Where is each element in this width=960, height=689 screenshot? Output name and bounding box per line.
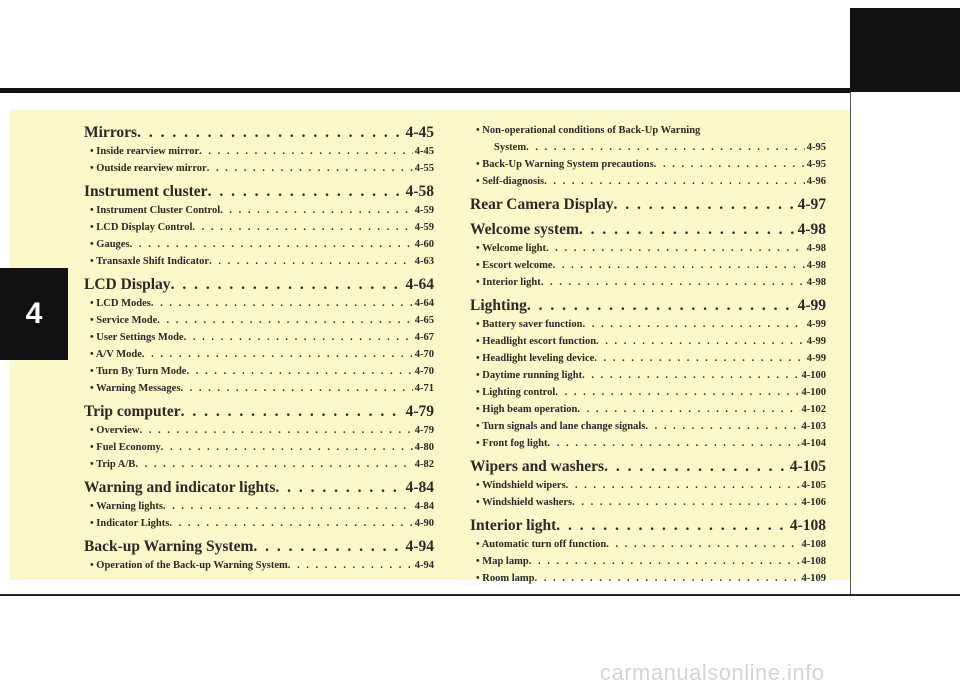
toc-page-number: 4-102 (801, 404, 826, 415)
dot-leader (556, 515, 788, 536)
toc-subsection-entry[interactable] (84, 422, 434, 439)
toc-page-number: 4-108 (789, 517, 826, 534)
toc-entry-label: • Back-Up Warning System precautions (476, 159, 654, 170)
toc-entry-label: • Room lamp (476, 573, 535, 584)
toc-page-number: 4-70 (414, 366, 434, 377)
toc-page-number: 4-94 (405, 538, 434, 555)
toc-page-number: 4-64 (414, 298, 434, 309)
toc-entry-label[interactable]: • Non-operational conditions of Back-Up Warning (476, 125, 701, 136)
toc-section-entry[interactable] (84, 401, 434, 422)
toc-page-number: 4-97 (797, 196, 826, 213)
toc-page-number: 4-100 (801, 387, 826, 398)
toc-subsection-entry[interactable] (84, 363, 434, 380)
toc-subsection-entry[interactable] (84, 236, 434, 253)
toc-entry-label: • Automatic turn off function (476, 539, 607, 550)
toc-page-number: 4-65 (414, 315, 434, 326)
toc-subsection-entry[interactable] (470, 401, 826, 418)
chapter-number: 4 (25, 297, 43, 330)
dot-leader (171, 274, 404, 295)
toc-subsection-entry[interactable] (470, 553, 826, 570)
toc-page-number: 4-79 (414, 425, 434, 436)
toc-page-number: 4-100 (801, 370, 826, 381)
toc-section-entry[interactable] (84, 122, 434, 143)
toc-subsection-entry[interactable] (84, 219, 434, 236)
dot-leader (579, 219, 796, 240)
dot-leader (553, 257, 805, 274)
toc-page-number: 4-63 (414, 256, 434, 267)
toc-page-number: 4-95 (806, 159, 826, 170)
toc-subsection-entry[interactable] (470, 257, 826, 274)
dot-leader (596, 333, 805, 350)
toc-page-number: 4-98 (806, 277, 826, 288)
footer-rule (0, 594, 960, 596)
toc-subsection-entry[interactable] (470, 494, 826, 511)
dot-leader (572, 494, 799, 511)
toc-page-number: 4-99 (797, 297, 826, 314)
toc-entry-label: Wipers and washers (470, 458, 605, 475)
toc-page-number: 4-90 (414, 518, 434, 529)
toc-page-number: 4-105 (789, 458, 826, 475)
toc-subsection-entry[interactable] (84, 439, 434, 456)
dot-leader (169, 515, 412, 532)
toc-subsection-entry[interactable] (470, 240, 826, 257)
toc-entry-label: • Map lamp (476, 556, 529, 567)
margin-divider (850, 92, 851, 594)
toc-subsection-entry[interactable] (84, 346, 434, 363)
toc-page-number: 4-103 (801, 421, 826, 432)
toc-subsection-entry[interactable] (470, 139, 826, 156)
toc-entry-label: • Warning lights (90, 501, 163, 512)
dot-leader (163, 498, 413, 515)
toc-page-number: 4-60 (414, 239, 434, 250)
toc-entry-label: Interior light (470, 517, 557, 534)
toc-entry-label: • High beam operation (476, 404, 578, 415)
dot-leader (594, 350, 804, 367)
toc-subsection-entry[interactable] (84, 312, 434, 329)
toc-entry-label: • Headlight leveling device (476, 353, 595, 364)
toc-entry-label: • Instrument Cluster Control (90, 205, 221, 216)
toc-subsection-entry[interactable] (470, 333, 826, 350)
toc-page-number: 4-95 (806, 142, 826, 153)
dot-leader (180, 380, 412, 397)
toc-page-number: 4-98 (806, 243, 826, 254)
toc-page-number: 4-59 (414, 222, 434, 233)
toc-section-entry[interactable] (470, 515, 826, 536)
toc-entry-label: • Gauges (90, 239, 130, 250)
toc-entry-label: • Transaxle Shift Indicator (90, 256, 210, 267)
dot-leader (253, 536, 403, 557)
toc-entry-label: • LCD Display Control (90, 222, 193, 233)
dot-leader (654, 156, 805, 173)
dot-leader (181, 401, 404, 422)
dot-leader (614, 194, 796, 215)
toc-subsection-entry[interactable] (84, 202, 434, 219)
toc-entry-label: System (494, 142, 527, 153)
corner-black-block (850, 8, 960, 92)
toc-page-number: 4-55 (414, 163, 434, 174)
toc-page-number: 4-106 (801, 497, 826, 508)
toc-subsection-entry[interactable] (84, 515, 434, 532)
toc-entry-label: Lighting (470, 297, 527, 314)
dot-leader (130, 236, 413, 253)
toc-section-entry[interactable] (470, 295, 826, 316)
toc-entry-label: LCD Display (84, 276, 171, 293)
toc-entry-label: Welcome system (470, 221, 579, 238)
toc-page-number: 4-67 (414, 332, 434, 343)
toc-entry-label: • Fuel Economy (90, 442, 161, 453)
toc-subsection-entry[interactable] (84, 295, 434, 312)
toc-entry-label: • Inside rearview mirror (90, 146, 200, 157)
toc-page-number: 4-71 (414, 383, 434, 394)
dot-leader (207, 160, 413, 177)
toc-section-entry[interactable] (84, 274, 434, 295)
dot-leader (137, 122, 404, 143)
toc-subsection-entry[interactable] (470, 570, 826, 587)
toc-subsection-entry[interactable] (84, 329, 434, 346)
toc-entry-label: • Outside rearview mirror (90, 163, 207, 174)
toc-page-number: 4-59 (414, 205, 434, 216)
toc-entry-label: • Trip A/B (90, 459, 136, 470)
toc-page-number: 4-82 (414, 459, 434, 470)
toc-section-entry[interactable] (470, 219, 826, 240)
toc-subsection-entry[interactable] (84, 498, 434, 515)
toc-page-number: 4-58 (405, 183, 434, 200)
toc-page-number: 4-80 (414, 442, 434, 453)
toc-page-number: 4-108 (801, 539, 826, 550)
toc-page-number: 4-108 (801, 556, 826, 567)
toc-left-column (84, 122, 434, 574)
dot-leader (139, 422, 412, 439)
toc-entry-label: Rear Camera Display (470, 196, 614, 213)
dot-leader (566, 477, 800, 494)
toc-section-entry[interactable] (84, 477, 434, 498)
dot-leader (555, 384, 799, 401)
dot-leader (582, 316, 804, 333)
header-rule (0, 88, 850, 93)
toc-page-number: 4-64 (405, 276, 434, 293)
toc-page-number: 4-98 (797, 221, 826, 238)
toc-entry-label: • Battery saver function (476, 319, 583, 330)
toc-entry-label: • Self-diagnosis (476, 176, 545, 187)
toc-entry-label: Trip computer (84, 403, 181, 420)
toc-entry-label: • Escort welcome (476, 260, 553, 271)
toc-entry-label: • Interior light (476, 277, 541, 288)
toc-section-entry[interactable] (470, 456, 826, 477)
toc-entry-label: Mirrors (84, 124, 138, 141)
toc-entry-label: • Turn signals and lane change signals (476, 421, 646, 432)
dot-leader (209, 253, 413, 270)
toc-entry-label: • Daytime running light (476, 370, 583, 381)
toc-subsection-entry[interactable] (470, 316, 826, 333)
toc-subsection-entry[interactable] (84, 456, 434, 473)
toc-page-number: 4-84 (405, 479, 434, 496)
dot-leader (184, 329, 413, 346)
dot-leader (220, 202, 413, 219)
chapter-tab (0, 268, 68, 360)
toc-entry-label: • Windshield wipers (476, 480, 566, 491)
dot-leader (186, 363, 412, 380)
toc-page-number: 4-98 (806, 260, 826, 271)
toc-subsection-entry[interactable] (84, 160, 434, 177)
dot-leader (275, 477, 403, 498)
toc-entry-label: • User Settings Mode (90, 332, 184, 343)
dot-leader (529, 553, 800, 570)
toc-section-entry[interactable] (470, 194, 826, 215)
toc-subsection-entry[interactable] (470, 274, 826, 291)
toc-entry-label: • Service Mode (90, 315, 158, 326)
toc-page-number: 4-94 (414, 560, 434, 571)
dot-leader (135, 456, 412, 473)
dot-leader (546, 240, 805, 257)
dot-leader (157, 312, 413, 329)
toc-entry-label: • Turn By Turn Mode (90, 366, 187, 377)
toc-entry-label: • Operation of the Back-up Warning System (90, 560, 288, 571)
toc-subsection-entry[interactable] (84, 380, 434, 397)
toc-entry-label: • LCD Modes (90, 298, 151, 309)
toc-entry-label: • Warning Messages (90, 383, 181, 394)
toc-subsection-entry[interactable] (470, 173, 826, 190)
toc-page-number: 4-105 (801, 480, 826, 491)
dot-leader (547, 435, 799, 452)
toc-entry-label: • Headlight escort function (476, 336, 597, 347)
toc-subsection-entry[interactable] (470, 384, 826, 401)
dot-leader (161, 439, 413, 456)
dot-leader (535, 570, 800, 587)
toc-page-number: 4-99 (806, 353, 826, 364)
watermark-text: carmanualsonline.info (600, 660, 825, 685)
toc-page-number: 4-84 (414, 501, 434, 512)
dot-leader (645, 418, 799, 435)
toc-entry-label: Instrument cluster (84, 183, 208, 200)
toc-entry-label: • Lighting control (476, 387, 556, 398)
toc-subsection-entry[interactable] (84, 253, 434, 270)
toc-entry-label: • Front fog light (476, 438, 548, 449)
toc-page-number: 4-109 (801, 573, 826, 584)
toc-subsection-entry[interactable] (470, 350, 826, 367)
toc-entry-label: • Overview (90, 425, 140, 436)
toc-subsection-entry[interactable] (470, 477, 826, 494)
dot-leader (544, 173, 805, 190)
toc-entry-label: Warning and indicator lights (84, 479, 276, 496)
toc-page-number: 4-99 (806, 319, 826, 330)
toc-entry-label: • Indicator Lights (90, 518, 170, 529)
toc-subsection-entry[interactable] (470, 435, 826, 452)
dot-leader (288, 557, 413, 574)
dot-leader (526, 139, 805, 156)
toc-entry-label: • Welcome light (476, 243, 546, 254)
toc-page-number: 4-45 (405, 124, 434, 141)
toc-page-number: 4-99 (806, 336, 826, 347)
toc-page-number: 4-70 (414, 349, 434, 360)
toc-subsection-entry[interactable] (470, 156, 826, 173)
toc-right-column (470, 122, 826, 587)
toc-entry-label: • Windshield washers (476, 497, 573, 508)
toc-page-number: 4-104 (801, 438, 826, 449)
toc-page-number: 4-45 (414, 146, 434, 157)
toc-section-entry[interactable] (84, 181, 434, 202)
dot-leader (151, 295, 413, 312)
toc-page-number: 4-96 (806, 176, 826, 187)
dot-leader (606, 536, 799, 553)
toc-subsection-entry[interactable] (470, 536, 826, 553)
dot-leader (577, 401, 799, 418)
dot-leader (142, 346, 413, 363)
dot-leader (527, 295, 796, 316)
toc-subsection-entry[interactable] (84, 557, 434, 574)
dot-leader (208, 181, 404, 202)
toc-entry-label: • A/V Mode (90, 349, 142, 360)
dot-leader (192, 219, 412, 236)
dot-leader (541, 274, 805, 291)
dot-leader (604, 456, 788, 477)
toc-subsection-entry[interactable] (84, 143, 434, 160)
toc-page-number: 4-79 (405, 403, 434, 420)
toc-subsection-entry[interactable] (470, 418, 826, 435)
toc-subsection-entry[interactable] (470, 367, 826, 384)
toc-section-entry[interactable] (84, 536, 434, 557)
dot-leader (582, 367, 799, 384)
toc-entry-label: Back-up Warning System (84, 538, 254, 555)
dot-leader (199, 143, 413, 160)
